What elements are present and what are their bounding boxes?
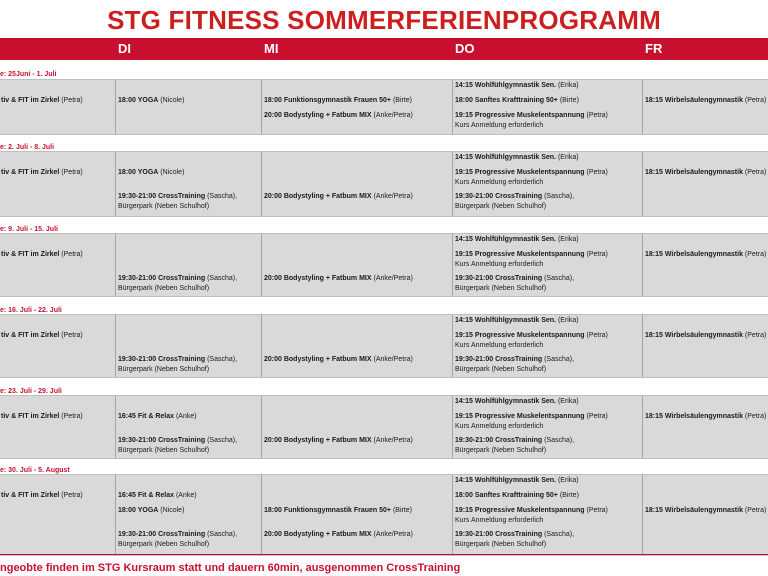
course-entry-di: [118, 355, 237, 365]
course-title: 19:15 Progressive Muskelentspannung: [455, 413, 585, 420]
course-entry-do: [455, 96, 579, 106]
course-entry-di: [118, 506, 184, 516]
course-entry-do: [455, 260, 543, 270]
course-title: 16:45 Fit & Relax: [118, 413, 175, 420]
course-detail: (Anke/Petra): [371, 437, 413, 444]
course-title: 18:00 Sanftes Krafttraining 50+: [455, 97, 558, 104]
course-entry-mo: [1, 412, 83, 422]
course-entry-di: [118, 284, 209, 294]
course-detail: (Petra): [59, 332, 83, 339]
course-entry-do: [455, 506, 608, 516]
course-title: 18:15 Wirbelsäulengymnastik: [645, 169, 743, 176]
course-entry-mo: [1, 96, 83, 106]
column-divider: [115, 315, 116, 377]
day-header-fr: FR: [645, 41, 663, 56]
course-detail: (Anke/Petra): [371, 531, 413, 538]
course-entry-fr: [645, 96, 766, 106]
course-entry-do: [455, 81, 579, 91]
course-entry-fr: [645, 506, 766, 516]
course-detail: (Sascha),: [542, 531, 575, 538]
course-entry-mo: [1, 168, 83, 178]
course-title: 18:00 Funktionsgymnastik Frauen 50+: [264, 507, 392, 514]
page-title: STG FITNESS SOMMERFERIENPROGRAMM: [107, 5, 661, 35]
course-entry-do: [455, 422, 543, 432]
course-entry-mi: [264, 530, 413, 540]
course-detail: (Anke/Petra): [371, 275, 413, 282]
course-detail: (Sascha),: [205, 193, 238, 200]
course-detail: Bürgerpark (Neben Schulhof): [455, 366, 547, 373]
course-entry-fr: [645, 331, 766, 341]
course-title: 20:00 Bodystyling + Fatbum MIX: [264, 356, 372, 363]
course-detail: (Birte): [557, 97, 579, 104]
course-entry-do: [455, 516, 543, 526]
course-title: 18:00 Sanftes Krafttraining 50+: [455, 492, 558, 499]
course-detail: (Erika): [556, 154, 579, 161]
course-detail: (Nicole): [158, 507, 185, 514]
course-title: tiv & FIT im Zirkel: [1, 169, 60, 176]
course-detail: (Petra): [584, 112, 608, 119]
course-entry-do: [455, 250, 608, 260]
course-entry-mi: [264, 355, 413, 365]
course-title: 19:15 Progressive Muskelentspannung: [455, 169, 585, 176]
course-title: 20:00 Bodystyling + Fatbum MIX: [264, 531, 372, 538]
week-label: e: 25Juni - 1. Juli: [0, 71, 57, 78]
course-title: 18:15 Wirbelsäulengymnastik: [645, 97, 743, 104]
course-detail: (Petra): [742, 413, 767, 420]
course-title: 19:15 Progressive Muskelentspannung: [455, 251, 585, 258]
course-entry-fr: [645, 168, 766, 178]
day-header-do: DO: [455, 41, 475, 56]
course-entry-do: [455, 412, 608, 422]
course-entry-mo: [1, 331, 83, 341]
course-detail: (Sascha),: [205, 531, 238, 538]
week-row: [0, 151, 768, 217]
course-title: tiv & FIT im Zirkel: [1, 251, 60, 258]
day-header-di: DI: [118, 41, 131, 56]
day-header-mi: MI: [264, 41, 279, 56]
course-detail: (Petra): [742, 169, 767, 176]
course-detail: (Petra): [584, 332, 608, 339]
course-entry-di: [118, 96, 184, 106]
column-divider: [642, 80, 643, 134]
course-title: 20:00 Bodystyling + Fatbum MIX: [264, 275, 372, 282]
course-detail: (Petra): [59, 169, 83, 176]
week-row: [0, 79, 768, 135]
course-title: 18:15 Wirbelsäulengymnastik: [645, 332, 743, 339]
course-title: 20:00 Bodystyling + Fatbum MIX: [264, 112, 372, 119]
course-detail: (Petra): [59, 97, 83, 104]
course-title: tiv & FIT im Zirkel: [1, 492, 60, 499]
course-title: tiv & FIT im Zirkel: [1, 97, 60, 104]
course-entry-do: [455, 355, 574, 365]
course-detail: (Petra): [742, 251, 767, 258]
course-entry-di: [118, 491, 197, 501]
course-title: 19:30-21:00 CrossTraining: [118, 275, 206, 282]
column-divider: [115, 152, 116, 216]
column-divider: [261, 315, 262, 377]
course-title: 14:15 Wohlfühlgymnastik Sen.: [455, 477, 557, 484]
course-title: 20:00 Bodystyling + Fatbum MIX: [264, 193, 372, 200]
course-entry-do: [455, 202, 546, 212]
week-row: [0, 395, 768, 459]
course-title: 18:00 Funktionsgymnastik Frauen 50+: [264, 97, 392, 104]
week-label: e: 2. Juli - 8. Juli: [0, 144, 55, 151]
course-entry-do: [455, 446, 546, 456]
week-row: [0, 314, 768, 378]
course-entry-di: [118, 192, 237, 202]
course-detail: (Petra): [59, 251, 83, 258]
course-entry-mi: [264, 96, 412, 106]
column-divider: [642, 475, 643, 555]
course-entry-mi: [264, 192, 413, 202]
course-title: 19:30-21:00 CrossTraining: [118, 531, 206, 538]
column-divider: [261, 152, 262, 216]
course-detail: (Birte): [391, 97, 413, 104]
course-detail: (Petra): [742, 332, 767, 339]
column-divider: [452, 475, 453, 555]
column-divider: [115, 396, 116, 458]
column-divider: [261, 234, 262, 296]
course-detail: Bürgerpark (Neben Schulhof): [455, 447, 547, 454]
column-divider: [452, 315, 453, 377]
week-label: e: 16. Juli - 22. Juli: [0, 307, 62, 314]
course-title: 18:15 Wirbelsäulengymnastik: [645, 507, 743, 514]
course-title: 14:15 Wohlfühlgymnastik Sen.: [455, 317, 557, 324]
course-entry-fr: [645, 412, 766, 422]
course-entry-di: [118, 202, 209, 212]
course-entry-do: [455, 331, 608, 341]
course-title: 18:15 Wirbelsäulengymnastik: [645, 413, 743, 420]
course-detail: Bürgerpark (Neben Schulhof): [118, 366, 210, 373]
column-divider: [452, 152, 453, 216]
course-title: 19:15 Progressive Muskelentspannung: [455, 332, 585, 339]
course-title: 20:00 Bodystyling + Fatbum MIX: [264, 437, 372, 444]
course-entry-mi: [264, 506, 412, 516]
column-divider: [642, 396, 643, 458]
course-detail: (Sascha),: [542, 356, 575, 363]
course-detail: (Petra): [584, 507, 608, 514]
course-title: 18:00 YOGA: [118, 169, 159, 176]
column-divider: [642, 152, 643, 216]
course-detail: (Petra): [59, 492, 83, 499]
week-row: [0, 474, 768, 556]
course-detail: Bürgerpark (Neben Schulhof): [455, 541, 547, 548]
column-divider: [452, 396, 453, 458]
column-divider: [115, 234, 116, 296]
course-entry-do: [455, 476, 579, 486]
course-entry-do: [455, 153, 579, 163]
course-detail: (Sascha),: [205, 275, 238, 282]
course-entry-mo: [1, 491, 83, 501]
course-entry-di: [118, 540, 209, 550]
course-entry-do: [455, 274, 574, 284]
course-title: 19:15 Progressive Muskelentspannung: [455, 112, 585, 119]
course-detail: (Anke): [174, 413, 197, 420]
course-title: 18:00 YOGA: [118, 97, 159, 104]
course-title: 19:30-21:00 CrossTraining: [455, 193, 543, 200]
course-title: 19:30-21:00 CrossTraining: [118, 437, 206, 444]
course-detail: (Petra): [584, 413, 608, 420]
course-entry-do: [455, 365, 546, 375]
course-detail: (Birte): [557, 492, 579, 499]
course-detail: (Erika): [556, 82, 579, 89]
course-detail: (Nicole): [158, 169, 185, 176]
course-detail: Kurs Anmeldung erforderlich: [455, 517, 544, 524]
course-detail: (Sascha),: [542, 275, 575, 282]
course-entry-di: [118, 412, 197, 422]
course-entry-mi: [264, 111, 413, 121]
course-detail: (Petra): [742, 507, 767, 514]
course-detail: Kurs Anmeldung erforderlich: [455, 342, 544, 349]
course-entry-fr: [645, 250, 766, 260]
course-entry-mi: [264, 274, 413, 284]
week-label: e: 23. Juli - 29. Juli: [0, 388, 62, 395]
course-detail: (Petra): [584, 169, 608, 176]
column-divider: [452, 234, 453, 296]
course-detail: (Nicole): [158, 97, 185, 104]
course-detail: (Anke/Petra): [371, 356, 413, 363]
week-label: e: 30. Juli - 5. August: [0, 467, 70, 474]
course-detail: (Sascha),: [205, 356, 238, 363]
course-title: tiv & FIT im Zirkel: [1, 413, 60, 420]
course-detail: Kurs Anmeldung erforderlich: [455, 423, 544, 430]
course-title: 19:30-21:00 CrossTraining: [455, 275, 543, 282]
course-detail: Kurs Anmeldung erforderlich: [455, 122, 544, 129]
course-title: 19:30-21:00 CrossTraining: [455, 356, 543, 363]
course-title: tiv & FIT im Zirkel: [1, 332, 60, 339]
course-entry-mi: [264, 436, 413, 446]
course-detail: (Erika): [556, 398, 579, 405]
course-detail: Kurs Anmeldung erforderlich: [455, 261, 544, 268]
course-detail: (Sascha),: [542, 193, 575, 200]
course-entry-do: [455, 436, 574, 446]
week-row: [0, 233, 768, 297]
course-title: 19:30-21:00 CrossTraining: [455, 531, 543, 538]
course-title: 14:15 Wohlfühlgymnastik Sen.: [455, 398, 557, 405]
course-detail: (Anke/Petra): [371, 112, 413, 119]
course-detail: (Petra): [584, 251, 608, 258]
column-divider: [261, 396, 262, 458]
course-detail: Bürgerpark (Neben Schulhof): [455, 285, 547, 292]
weekday-header-bar: [0, 38, 768, 60]
course-entry-do: [455, 341, 543, 351]
course-entry-do: [455, 491, 579, 501]
week-label: e: 9. Juli - 15. Juli: [0, 226, 58, 233]
column-divider: [642, 234, 643, 296]
course-entry-do: [455, 121, 543, 131]
column-divider: [115, 80, 116, 134]
course-entry-di: [118, 446, 209, 456]
course-entry-di: [118, 168, 184, 178]
course-entry-do: [455, 192, 574, 202]
course-title: 19:30-21:00 CrossTraining: [118, 356, 206, 363]
course-entry-do: [455, 168, 608, 178]
course-entry-do: [455, 397, 579, 407]
course-title: 18:15 Wirbelsäulengymnastik: [645, 251, 743, 258]
column-divider: [261, 475, 262, 555]
footer-note: ngeobte finden im STG Kursraum statt und dauern 60min, ausgenommen CrossTraining: [0, 562, 461, 574]
course-entry-do: [455, 111, 608, 121]
course-title: 16:45 Fit & Relax: [118, 492, 175, 499]
course-detail: (Sascha),: [205, 437, 238, 444]
course-title: 19:30-21:00 CrossTraining: [455, 437, 543, 444]
course-detail: Bürgerpark (Neben Schulhof): [118, 285, 210, 292]
course-entry-di: [118, 365, 209, 375]
course-entry-do: [455, 178, 543, 188]
course-detail: Bürgerpark (Neben Schulhof): [118, 447, 210, 454]
footer-divider: [0, 554, 768, 555]
course-title: 18:00 YOGA: [118, 507, 159, 514]
column-divider: [642, 315, 643, 377]
course-detail: Bürgerpark (Neben Schulhof): [455, 203, 547, 210]
course-detail: (Erika): [556, 236, 579, 243]
course-title: 19:30-21:00 CrossTraining: [118, 193, 206, 200]
column-divider: [452, 80, 453, 134]
course-detail: (Sascha),: [542, 437, 575, 444]
course-detail: (Petra): [59, 413, 83, 420]
column-divider: [115, 475, 116, 555]
course-detail: Kurs Anmeldung erforderlich: [455, 179, 544, 186]
course-title: 14:15 Wohlfühlgymnastik Sen.: [455, 82, 557, 89]
course-entry-do: [455, 235, 579, 245]
course-entry-do: [455, 540, 546, 550]
column-divider: [261, 80, 262, 134]
course-detail: (Erika): [556, 477, 579, 484]
course-title: 14:15 Wohlfühlgymnastik Sen.: [455, 236, 557, 243]
course-detail: (Anke/Petra): [371, 193, 413, 200]
course-detail: Bürgerpark (Neben Schulhof): [118, 541, 210, 548]
course-entry-do: [455, 316, 579, 326]
course-entry-di: [118, 274, 237, 284]
course-title: 19:15 Progressive Muskelentspannung: [455, 507, 585, 514]
course-entry-di: [118, 530, 237, 540]
course-detail: (Erika): [556, 317, 579, 324]
course-detail: (Anke): [174, 492, 197, 499]
course-entry-do: [455, 530, 574, 540]
course-detail: (Petra): [742, 97, 767, 104]
course-title: 14:15 Wohlfühlgymnastik Sen.: [455, 154, 557, 161]
course-entry-do: [455, 284, 546, 294]
course-detail: (Birte): [391, 507, 413, 514]
course-detail: Bürgerpark (Neben Schulhof): [118, 203, 210, 210]
course-entry-di: [118, 436, 237, 446]
course-entry-mo: [1, 250, 83, 260]
